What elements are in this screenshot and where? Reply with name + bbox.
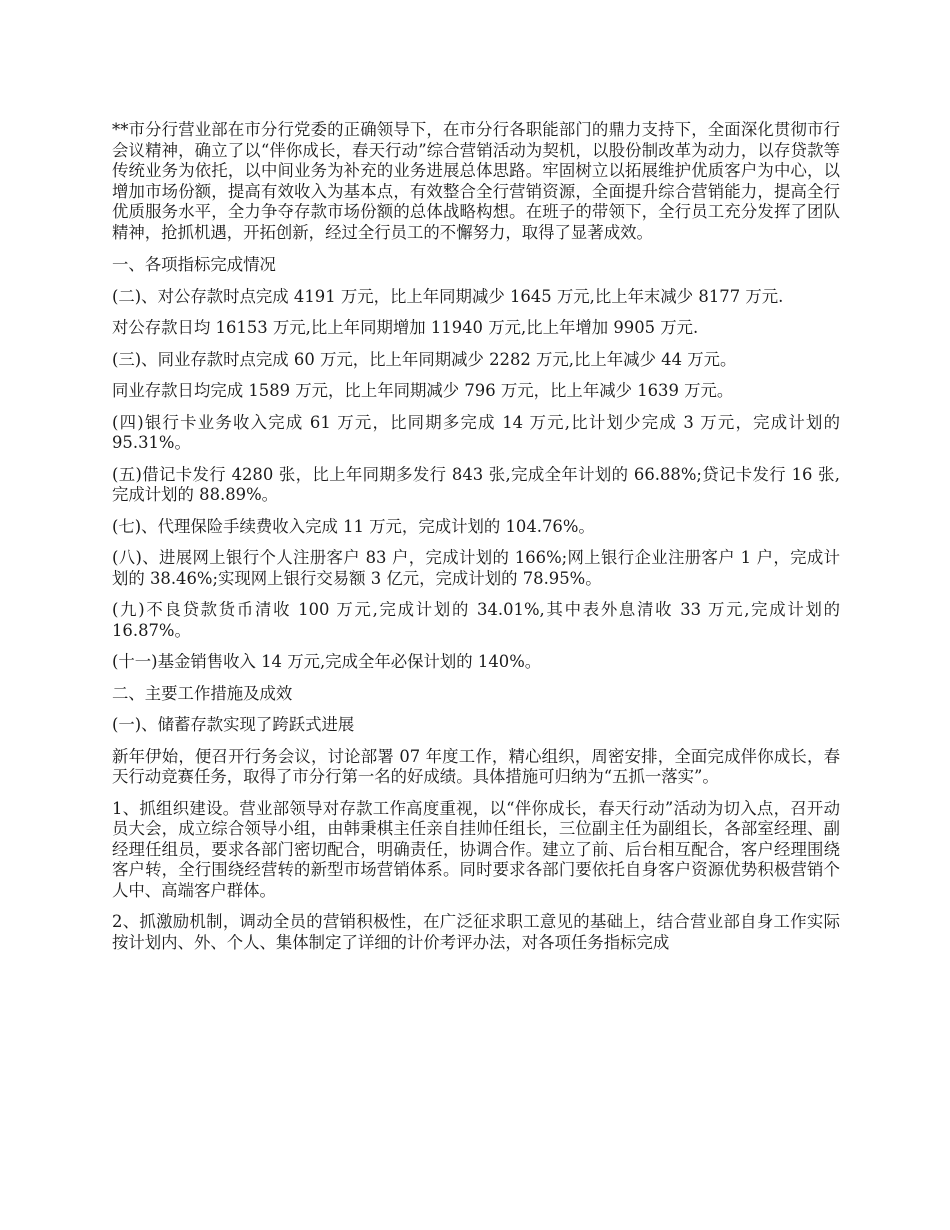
indicator-interbank-deposit-daily: 同业存款日均完成 1589 万元，比上年同期减少 796 万元，比上年减少 1639 万元。 bbox=[112, 381, 734, 400]
indicator-interbank-deposit-point: (三)、同业存款时点完成 60 万元，比上年同期减少 2282 万元,比上年减少 44 万元。 bbox=[112, 349, 737, 369]
measure-incentive-paragraph: 2、抓激励机制，调动全员的营销积极性，在广泛征求职工意见的基础上，结合营业部自身工作实际按计划内、外、个人、集体制定了详细的计价考评办法，对各项任务指标完成 bbox=[112, 912, 840, 952]
subsection-heading-savings: (一)、储蓄存款实现了跨跃式进展 bbox=[112, 715, 355, 734]
section-heading-indicators: 一、各项指标完成情况 bbox=[112, 255, 276, 274]
indicator-insurance-fee: (七)、代理保险手续费收入完成 11 万元，完成计划的 104.76%。 bbox=[112, 516, 595, 536]
savings-overview-paragraph: 新年伊始，便召开行务会议，讨论部署 07 年度工作，精心组织，周密安排，全面完成伴你成长，春天行动竞赛任务，取得了市分行第一名的好成绩。具体措施可归纳为“五抓一落实”。 bbox=[112, 746, 840, 786]
indicator-bad-loan-recovery: (九)不良贷款货币清收 100 万元,完成计划的 34.01%,其中表外息清收 33 万元,完成计划的 16.87%。 bbox=[112, 600, 840, 640]
measure-organization-paragraph: 1、抓组织建设。营业部领导对存款工作高度重视，以“伴你成长，春天行动”活动为切入点，召开动员大会，成立综合领导小组，由韩秉棋主任亲自挂帅任组长，三位副主任为副组长，各部室经理、副经理任组员，要求各部门密切配合，明确责任，协调合作。建立了前、后台相互配合，客户经理围绕客户转，全行围绕经营转的新型市场营销体系。同时要求各部门要依托自身客户资源优势积极营销个人中、高端客户群体。 bbox=[112, 798, 840, 900]
section-heading-measures: 二、主要工作措施及成效 bbox=[112, 683, 293, 703]
indicator-card-issuance: (五)借记卡发行 4280 张，比上年同期多发行 843 张,完成全年计划的 66.88%;贷记卡发行 16 张,完成计划的 88.89%。 bbox=[112, 464, 840, 504]
indicator-corporate-deposit-daily: 对公存款日均 16153 万元,比上年同期增加 11940 万元,比上年增加 9905 万元. bbox=[112, 318, 699, 337]
indicator-online-banking: (八)、进展网上银行个人注册客户 83 户，完成计划的 166%;网上银行企业注册客户 1 户，完成计划的 38.46%;实现网上银行交易额 3 亿元，完成计划的 78.95%。 bbox=[112, 548, 840, 588]
document-body bbox=[112, 120, 840, 964]
indicator-bank-card-income: (四)银行卡业务收入完成 61 万元，比同期多完成 14 万元,比计划少完成 3 万元，完成计划的 95.31%。 bbox=[112, 412, 840, 452]
intro-paragraph: **市分行营业部在市分行党委的正确领导下，在市分行各职能部门的鼎力支持下，全面深化贯彻市行会议精神，确立了以“伴你成长，春天行动”综合营销活动为契机，以股份制改革为动力，以存贷款等传统业务为依托，以中间业务为补充的业务进展总体思路。牢固树立以拓展维护优质客户为中心，以增加市场份额，提高有效收入为基本点，有效整合全行营销资源，全面提升综合营销能力，提高全行优质服务水平，全力争夺存款市场份额的总体战略构想。在班子的带领下，全行员工充分发挥了团队精神，抢抓机遇，开拓创新，经过全行员工的不懈努力，取得了显著成效。 bbox=[112, 120, 840, 242]
indicator-corporate-deposit-point: (二)、对公存款时点完成 4191 万元，比上年同期减少 1645 万元,比上年末减少 8177 万元. bbox=[112, 286, 784, 306]
indicator-fund-sales: (十一)基金销售收入 14 万元,完成全年必保计划的 140%。 bbox=[112, 652, 542, 671]
